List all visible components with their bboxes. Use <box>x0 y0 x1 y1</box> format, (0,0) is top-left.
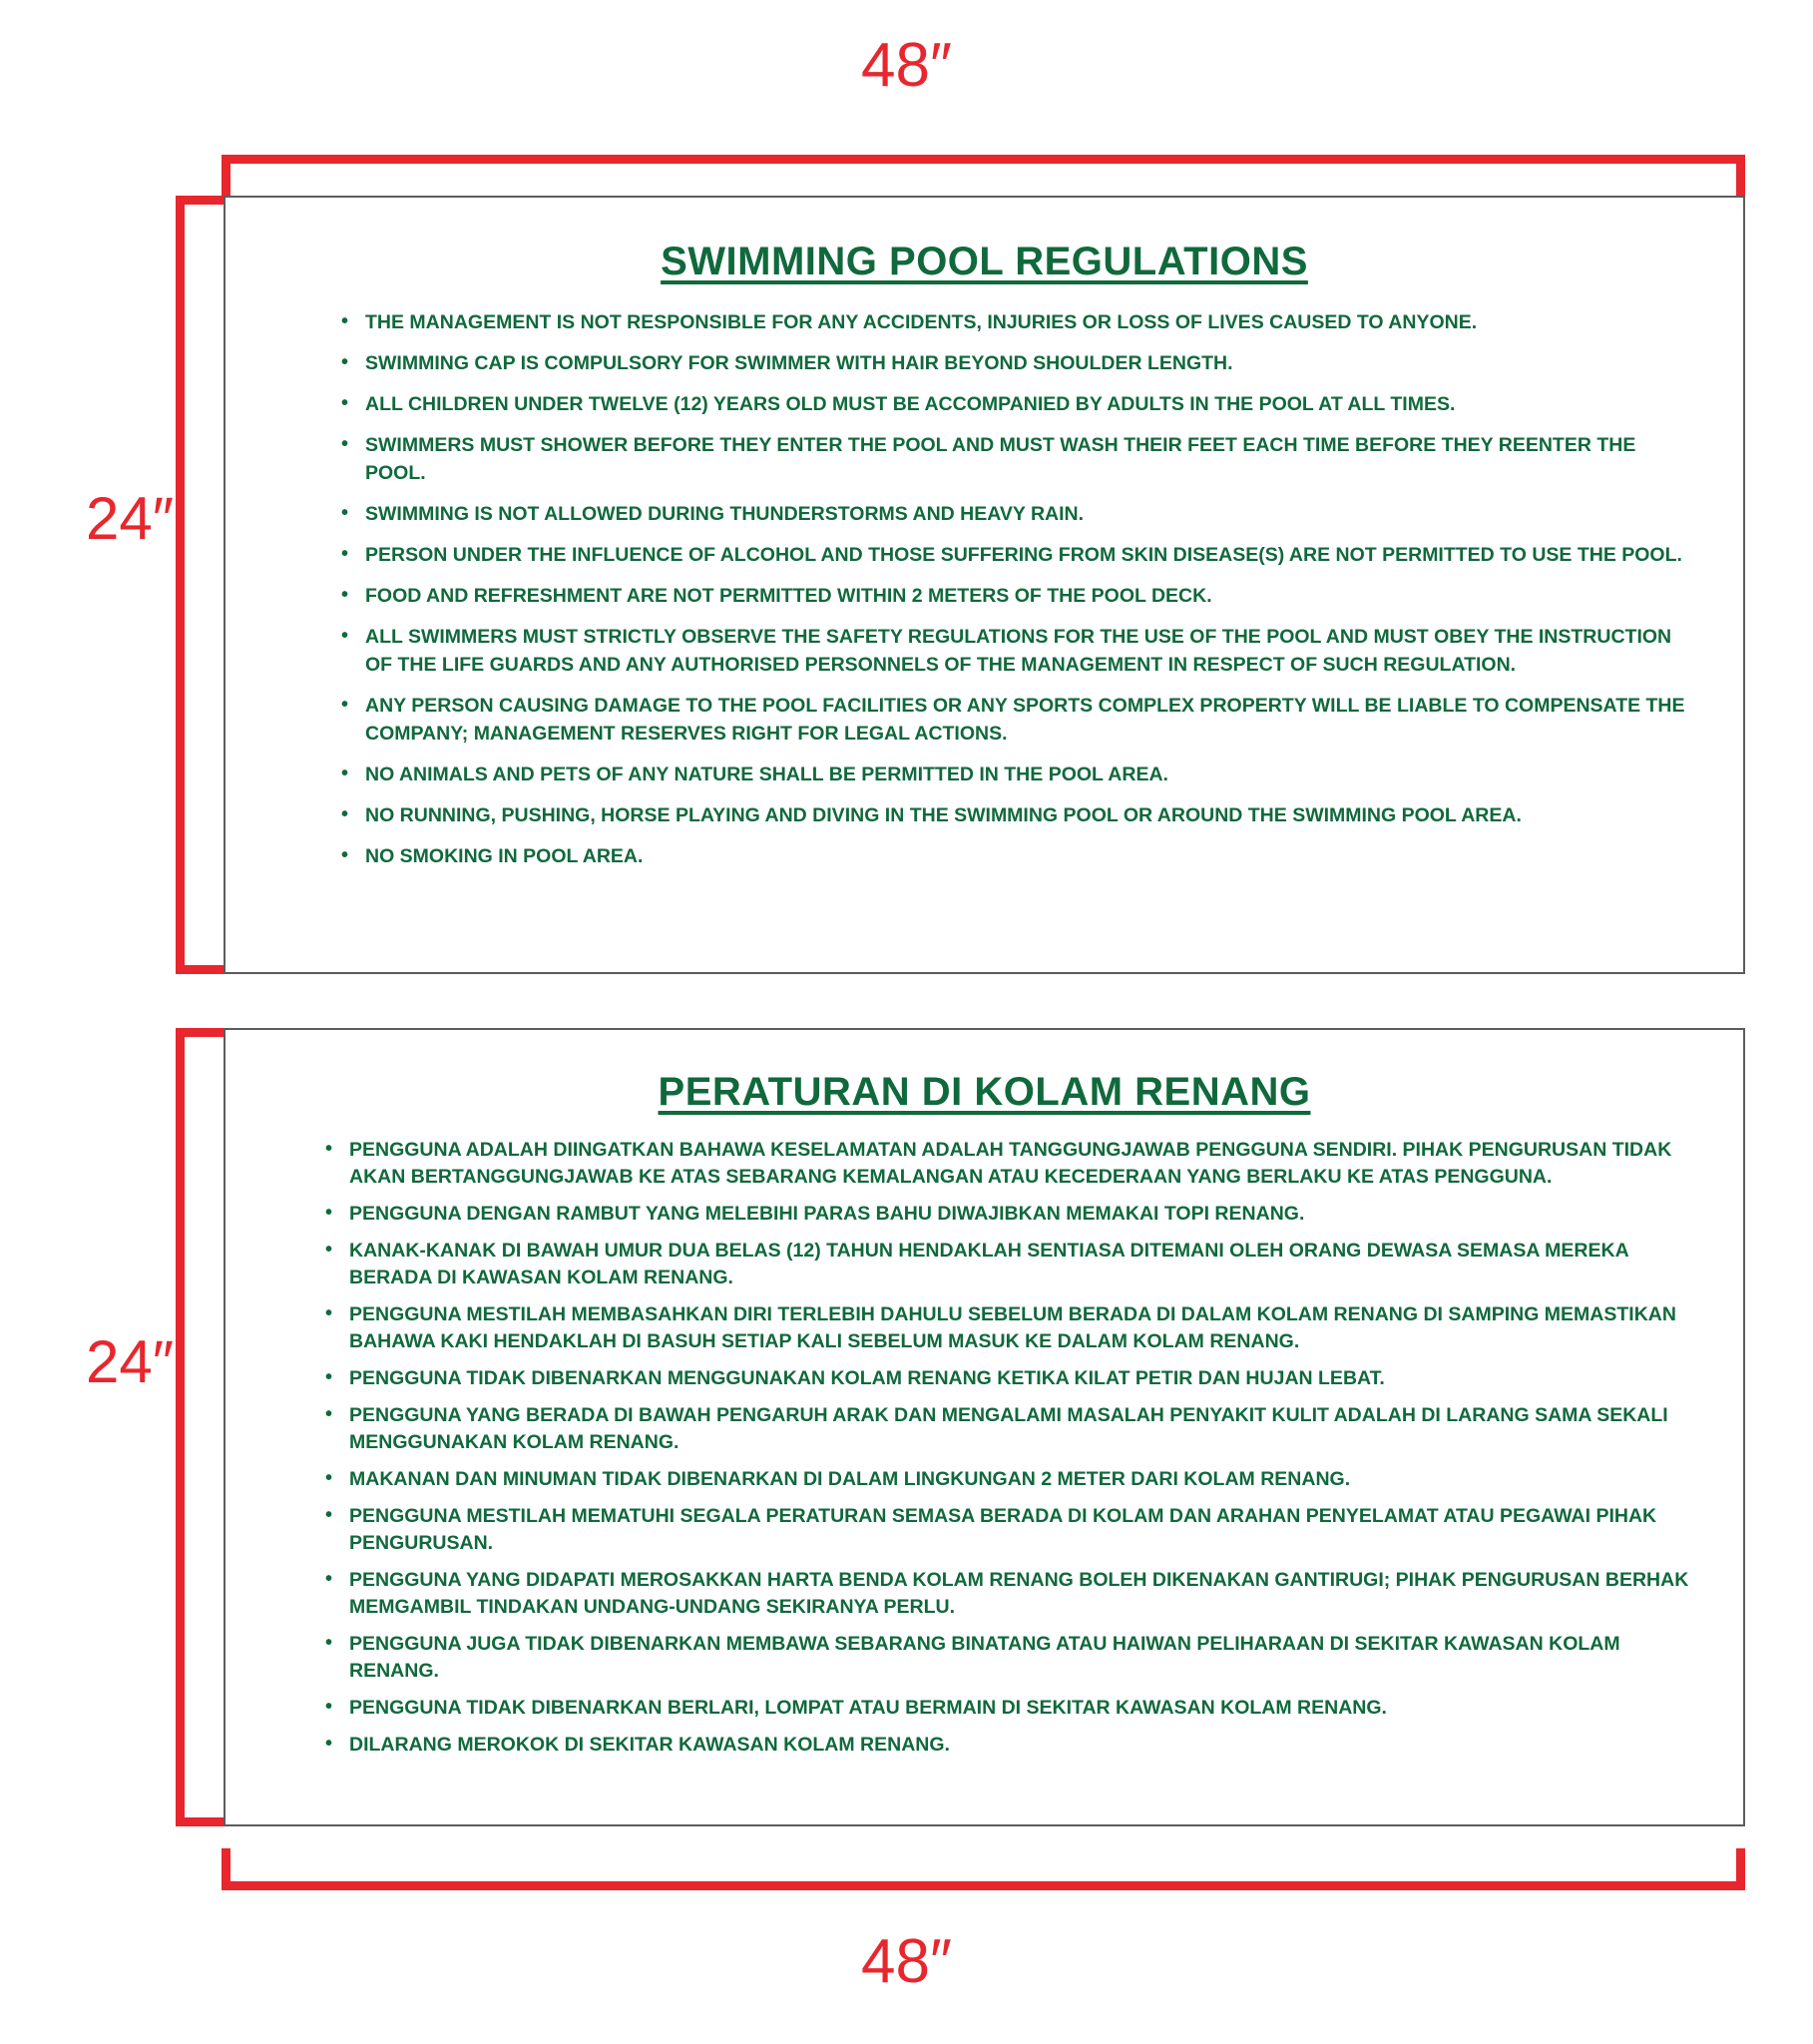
rules-list-english <box>365 308 1691 870</box>
panel-title-english: SWIMMING POOL REGULATIONS <box>661 240 1308 283</box>
rule-item: • ALL SWIMMERS MUST STRICTLY OBSERVE THE SAFETY REGULATIONS FOR THE USE OF THE POOL AND MUST OBEY THE INSTRUCTION OF THE LIFE GUARDS AND ANY AUTHORISED PERSONNELS OF THE MANAGEMENT IN RESPECT OF SUCH REGULATION. <box>365 623 1691 679</box>
rule-item: • KANAK-KANAK DI BAWAH UMUR DUA BELAS (12) TAHUN HENDAKLAH SENTIASA DITEMANI OLEH ORANG DEWASA SEMASA MEREKA BERADA DI KAWASAN KOLAM RENANG. <box>349 1238 1701 1291</box>
dimension-bracket-left-panel-1 <box>176 196 224 974</box>
dimension-bracket-left-panel-1-line <box>176 196 185 974</box>
rule-item: • ANY PERSON CAUSING DAMAGE TO THE POOL FACILITIES OR ANY SPORTS COMPLEX PROPERTY WILL BE LIABLE TO COMPENSATE THE COMPANY; MANAGEMENT RESERVES RIGHT FOR LEGAL ACTIONS. <box>365 692 1691 748</box>
rule-item: • PENGGUNA JUGA TIDAK DIBENARKAN MEMBAWA SEBARANG BINATANG ATAU HAIWAN PELIHARAAN DI SEKITAR KAWASAN KOLAM RENANG. <box>349 1631 1701 1685</box>
dimension-bracket-left-panel-2-top-cap <box>176 1028 224 1037</box>
rule-item: • PENGGUNA TIDAK DIBENARKAN BERLARI, LOMPAT ATAU BERMAIN DI SEKITAR KAWASAN KOLAM RENANG. <box>349 1695 1701 1722</box>
rule-item: • NO RUNNING, PUSHING, HORSE PLAYING AND DIVING IN THE SWIMMING POOL OR AROUND THE SWIMMING POOL AREA. <box>365 801 1691 829</box>
rule-item: • SWIMMING CAP IS COMPULSORY FOR SWIMMER WITH HAIR BEYOND SHOULDER LENGTH. <box>365 349 1691 377</box>
dimension-bracket-bottom-left-cap <box>222 1848 230 1890</box>
rule-item: • NO SMOKING IN POOL AREA. <box>365 842 1691 870</box>
rule-item: • NO ANIMALS AND PETS OF ANY NATURE SHALL BE PERMITTED IN THE POOL AREA. <box>365 761 1691 788</box>
dimension-label-left-height-panel-2: 24″ <box>86 1328 174 1395</box>
dimension-bracket-top-right-cap <box>1736 155 1745 197</box>
dimension-bracket-left-panel-2-line <box>176 1028 185 1826</box>
dimension-bracket-left-panel-2 <box>176 1028 224 1826</box>
dimension-bracket-bottom-right-cap <box>1736 1848 1745 1890</box>
dimension-bracket-top <box>222 155 1745 197</box>
rule-item: • PENGGUNA TIDAK DIBENARKAN MENGGUNAKAN KOLAM RENANG KETIKA KILAT PETIR DAN HUJAN LEBAT. <box>349 1365 1701 1392</box>
dimension-bracket-top-left-cap <box>222 155 230 197</box>
rule-item: • DILARANG MEROKOK DI SEKITAR KAWASAN KOLAM RENANG. <box>349 1732 1701 1759</box>
rule-item: • PENGGUNA YANG DIDAPATI MEROSAKKAN HARTA BENDA KOLAM RENANG BOLEH DIKENAKAN GANTIRUGI; PIHAK PENGURUSAN BERHAK MEMGAMBIL TINDAKAN UNDANG-UNDANG SEKIRANYA PERLU. <box>349 1567 1701 1621</box>
rules-list-malay <box>349 1137 1701 1759</box>
rule-item: • PENGGUNA MESTILAH MEMBASAHKAN DIRI TERLEBIH DAHULU SEBELUM BERADA DI DALAM KOLAM RENANG DI SAMPING MEMASTIKAN BAHAWA KAKI HENDAKLAH DI BASUH SETIAP KALI SEBELUM MASUK KE DALAM KOLAM RENANG. <box>349 1301 1701 1355</box>
rule-item: • THE MANAGEMENT IS NOT RESPONSIBLE FOR ANY ACCIDENTS, INJURIES OR LOSS OF LIVES CAUSED TO ANYONE. <box>365 308 1691 336</box>
panel-title-malay: PERATURAN DI KOLAM RENANG <box>658 1070 1311 1114</box>
sign-panel-english <box>224 196 1745 974</box>
rule-item: • PERSON UNDER THE INFLUENCE OF ALCOHOL AND THOSE SUFFERING FROM SKIN DISEASE(S) ARE NOT PERMITTED TO USE THE POOL. <box>365 541 1691 569</box>
dimension-bracket-bottom <box>222 1848 1745 1890</box>
rule-item: • SWIMMERS MUST SHOWER BEFORE THEY ENTER THE POOL AND MUST WASH THEIR FEET EACH TIME BEFORE THEY REENTER THE POOL. <box>365 431 1691 487</box>
rule-item: • ALL CHILDREN UNDER TWELVE (12) YEARS OLD MUST BE ACCOMPANIED BY ADULTS IN THE POOL AT ALL TIMES. <box>365 390 1691 418</box>
dimension-bracket-left-panel-1-bottom-cap <box>176 965 224 974</box>
rule-item: • FOOD AND REFRESHMENT ARE NOT PERMITTED WITHIN 2 METERS OF THE POOL DECK. <box>365 582 1691 610</box>
dimension-bracket-top-line <box>222 155 1745 164</box>
rule-item: • PENGGUNA MESTILAH MEMATUHI SEGALA PERATURAN SEMASA BERADA DI KOLAM DAN ARAHAN PENYELAMAT ATAU PEGAWAI PIHAK PENGURUSAN. <box>349 1503 1701 1557</box>
rule-item: • PENGGUNA DENGAN RAMBUT YANG MELEBIHI PARAS BAHU DIWAJIBKAN MEMAKAI TOPI RENANG. <box>349 1201 1701 1228</box>
rule-item: • PENGGUNA ADALAH DIINGATKAN BAHAWA KESELAMATAN ADALAH TANGGUNGJAWAB PENGGUNA SENDIRI. PIHAK PENGURUSAN TIDAK AKAN BERTANGGUNGJAWAB KE ATAS SEBARANG KEMALANGAN ATAU KECEDERAAN YANG BERLAKU KE ATAS PENGGUNA. <box>349 1137 1701 1191</box>
rule-item: • MAKANAN DAN MINUMAN TIDAK DIBENARKAN DI DALAM LINGKUNGAN 2 METER DARI KOLAM RENANG. <box>349 1466 1701 1493</box>
dimension-label-bottom-width: 48″ <box>861 1927 952 1996</box>
dimension-bracket-bottom-line <box>222 1881 1745 1890</box>
rule-item: • PENGGUNA YANG BERADA DI BAWAH PENGARUH ARAK DAN MENGALAMI MASALAH PENYAKIT KULIT ADALAH DI LARANG SAMA SEKALI MENGGUNAKAN KOLAM RENANG. <box>349 1402 1701 1456</box>
dimension-bracket-left-panel-2-bottom-cap <box>176 1817 224 1826</box>
rule-item: • SWIMMING IS NOT ALLOWED DURING THUNDERSTORMS AND HEAVY RAIN. <box>365 500 1691 528</box>
sign-panel-malay <box>224 1028 1745 1826</box>
dimension-label-top-width: 48″ <box>861 31 952 100</box>
dimension-label-left-height-panel-1: 24″ <box>86 485 174 552</box>
dimension-bracket-left-panel-1-top-cap <box>176 196 224 205</box>
